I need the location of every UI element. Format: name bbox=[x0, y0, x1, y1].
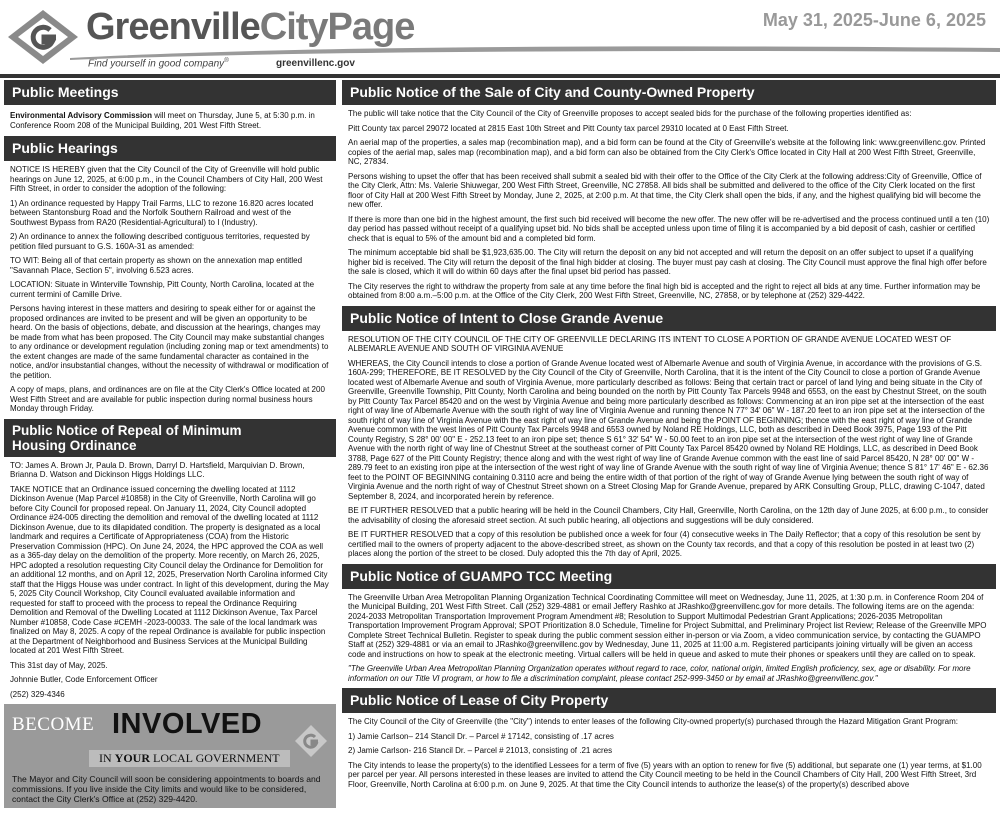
right-column bbox=[342, 78, 996, 839]
grande-heading bbox=[342, 306, 996, 331]
tagline-text: Find yourself in good company bbox=[88, 58, 225, 70]
become-text: BECOME bbox=[12, 714, 95, 735]
public-hearings-body bbox=[4, 161, 336, 419]
hearing-paragraph: TO WIT: Being all of that certain property as shown on the annexation map entitled "Savannah Place, Section 5", involving 6.523 acres. bbox=[10, 256, 303, 275]
local-your: YOUR bbox=[114, 751, 151, 765]
left-column bbox=[4, 78, 336, 839]
brand-city: CityPage bbox=[259, 6, 415, 48]
grande-paragraph: BE IT FURTHER RESOLVED that a copy of this resolution be published once a week for four (4) consecutive weeks in The Daily Reflector; that a copy of this resolution be sent by certified mail to the owners of property adjacent to the above-described street, as shown on the County tax records, and that a copy of this resolution be posted in at least two (2) places along the portion of the street to be closed. Duly adopted this the 7th day of April, 2025. bbox=[348, 530, 981, 558]
hearing-paragraph: A copy of maps, plans, and ordinances are on file at the City Clerk's Office located at 200 West Fifth Street and are available for public inspection during normal business hours Monday through Friday. bbox=[10, 385, 325, 413]
hearing-paragraph: 2) An ordinance to annex the following described contiguous territories, requested by petition filed pursuant to G.S. 160A-31 as amended: bbox=[10, 232, 310, 251]
date-range: May 31, 2025-June 6, 2025 bbox=[762, 10, 986, 30]
sale-paragraph: Pitt County tax parcel 29072 located at 2815 East 10th Street and Pitt County tax parcel 29310 located at 0 East Fifth Street. bbox=[348, 123, 789, 133]
tagline bbox=[88, 58, 229, 69]
sale-heading bbox=[342, 80, 996, 105]
guampo-heading bbox=[342, 564, 996, 589]
repeal-paragraph: This 31st day of May, 2025. bbox=[10, 660, 108, 670]
become-involved-banner bbox=[4, 704, 336, 808]
repeal-heading bbox=[4, 419, 336, 457]
local-government-text bbox=[89, 750, 290, 767]
brand-main: Greenville bbox=[86, 6, 260, 48]
repeal-paragraph: TAKE NOTICE that an Ordinance issued concerning the dwelling located at 1112 Dickinson Avenue (Map Parcel #10858) in the City of Greenville, North Carolina will go before City Council for proposed repeal. On January 11, 2024, City Council adopted Ordinance #24-005 directing the demolition and removal of the dwelling located at 1112 Dickinson Avenue, due to its dilapidated condition. The property is designated as a local landmark and requires a Certificate of Appropriateness (COA) from the Historic Preservation Commission (HPC). On June 24, 2024, the HPC approved the COA as well as a 365-day delay on the demolition of the property. More recently, on March 26, 2025, HPC adopted a resolution requesting City Council delay the Ordinance for Demolition for an additional 12 months, and on April 12, 2025, Preservation North Carolina informed City staff that the Higgs House was under contract. In light of this development, during the May 5, 2025 City Council Workshop, City Council evaluated available information and requested for staff to proceed with the process to repeal the Ordinance Requiring Demolition and Removal of the Dwelling Located at 1112 Dickinson Avenue, Tax Parcel Number #10858, Code Case #CEMH -2023-00033. The sale of the local landmark was finalized on May 8, 2025. A copy of the repeal Ordinance is available for public inspection at the Department of Neighborhood and Business Services at the Municipal Building located at 201 West Fifth Street. bbox=[10, 484, 329, 655]
grande-paragraph: RESOLUTION OF THE CITY COUNCIL OF THE CITY OF GREENVILLE DECLARING ITS INTENT TO CLOSE A PORTION OF GRANDE AVENUE LOCATED WEST OF ALBEMARLE AVENUE AND SOUTH OF VIRGINIA AVENUE bbox=[348, 334, 952, 353]
sale-body bbox=[342, 105, 996, 306]
grande-title: Public Notice of Intent to Close Grande Avenue bbox=[350, 309, 664, 326]
sale-paragraph: The minimum acceptable bid shall be $1,923,635.00. The City will return the deposit on any bid not accepted and will return the deposit on an offer subject to upset if a qualifying higher bid is received. The City will return the deposit of the final high bidder at closing. The buyer must pay cash at closing. The City Council must approve the final high offer before the sale is closed, which it will do within 60 days after the final upset bid period has passed. bbox=[348, 248, 987, 276]
hearing-paragraph: 1) An ordinance requested by Happy Trail Farms, LLC to rezone 16.820 acres located between Stantonsburg Road and the Norfolk Southern Railroad and west of the Southwest Bypass from RA20 (Residential-Agricultural) to I (Industry). bbox=[10, 198, 314, 227]
meeting-commission-name: Environmental Advisory Commission bbox=[10, 111, 152, 120]
meeting-details: will meet on Thursday, June 5, at 5:30 p.m. in Conference Room 208 of the Municipal Building, 201 West Fifth Street. bbox=[10, 111, 315, 130]
sale-title: Public Notice of the Sale of City and County-Owned Property bbox=[350, 84, 755, 100]
lease-item: 1) Jamie Carlson– 214 Stancil Dr. – Parcel # 17142, consisting of .17 acres bbox=[348, 731, 614, 741]
public-meetings-heading bbox=[4, 80, 336, 105]
guampo-disclaimer: "The Greenville Urban Area Metropolitan Planning Organization operates without regard to race, color, national origin, limited English proficiency, sex, age or disability. For more information on our Title VI program, or how to file a discrimination complaint, please contact 252-999-3450 or by email at JRashko@greenvillenc.gov." bbox=[348, 664, 971, 683]
repeal-body bbox=[4, 457, 336, 705]
guampo-title: Public Notice of GUAMPO TCC Meeting bbox=[350, 567, 613, 584]
sale-paragraph: The City reserves the right to withdraw the property from sale at any time before the final high bid is accepted and the right to reject all bids at any time. Further information may be obtained from 8:00 a.m.–5:00 p.m. at the Office of the City Clerk, 200 West Fifth Street, Greenville, NC, 27858, or by telephone at (252) 329-4422. bbox=[348, 281, 981, 300]
lease-paragraph: The City Council of the City of Greenville (the "City") intends to enter leases of the following City-owned property(s) purchased through the Hazard Mitigation Grant Program: bbox=[348, 717, 958, 726]
lease-body bbox=[342, 713, 996, 797]
lease-item: 2) Jamie Carlson- 216 Stancil Dr. – Parcel # 21013, consisting of .21 acres bbox=[348, 746, 613, 755]
city-logo-small-icon bbox=[294, 724, 328, 758]
repeal-title-line1: Public Notice of Repeal of Minimum bbox=[12, 422, 242, 438]
lease-paragraph: The City intends to lease the property(s) to the identified Lessees for a term of five (5) years with an option to renew for five (5) additional, but separate one (1) year terms, at $1.00 per parcel per year. All persons interested in these leases are invited to attend the City Council meeting to be held in the Council Chambers of City Hall, 200 West Fifth Street, 3rd Floor, Greenville, North Carolina at 6:00 p.m. on June 9, 2025. At that time the City Council intends to authorize the lease(s) of the property(s) described above bbox=[348, 760, 982, 789]
hearing-paragraph: Persons having interest in these matters and desiring to speak either for or against the proposed ordinances are invited to be present and will be given an opportunity to be heard. On the basis of objections, debate, and discussion at the hearings, changes may be made from what has been proposed. The City Council may make substantial changes to any ordinance or development regulation (including zoning map or text amendments) to the extent changes are made of the same fundamental character as contained in the notice, and/or insubstantial changes, without the necessity of withdrawal or modification of the petition. bbox=[10, 304, 329, 380]
city-logo-icon bbox=[6, 8, 80, 66]
brand-title bbox=[86, 6, 414, 49]
grande-paragraph: WHEREAS, the City Council intends to close a portion of Grande Avenue located west of Albemarle Avenue and south of Virginia Avenue, in accordance with the provisions of G.S. 160A-299; THEREFORE, BE IT RESOLVED by the City Council of the City of Greenville, North Carolina, that it is the intent of the City Council to close a portion of Grande Avenue located west of Albemarle Avenue and south of Virginia Avenue, more particularly described as follows: Being that certain tract or parcel of land lying and being situate in the City of Greenville, Greenville Township, Pitt County, North Carolina and being bounded on the north by Pitt County Tax Parcels 9948 and 6553, on the east by Chestnut Street, on the south by Pitt County Tax Parcel 85420 and on the west by Virginia Avenue and being more particularly described as follows: Commencing at an iron pipe set at the intersection of the east right of way line of Albemarle Avenue with the south right of way line of Virginia Avenue and running thence N 77° 34' 06" W - 187.20 feet to an iron pipe set at the intersection of the south right of way line of Virginia Avenue with the east right of way line of Grande Avenue and being the POINT OF BEGINNING; thence with the east right of way line of Grande Avenue common with the west lines of Pitt County Tax Parcels 9948 and 6553 owned by Noland RE Holdings, LLC, both as described in Deed Book 3975, Page 193 of the Pitt County Registry, S 28° 00' 00" E - 252.13 feet to an iron pipe set; thence S 61° 32' 54" W - 50.00 feet to an iron pipe set at the intersection of the west right of way line of Grande Avenue with the north right of way line of Chestnut Street at the southeast corner of Pitt County Tax Parcel 85420 owned by Noland RE Holdings, LLC, as described in Deed Book 3788, Page 627 of the Pitt County Registry; thence along and with the west right of way line of Grande Avenue common with the east line of said Parcel 85420, N 28° 00' 00" W - 289.79 feet to an existing iron pipe at the intersection of the west right of way line of Grande Avenue with the south right of way line of Virginia Avenue; thence S 81° 17' 46" E - 62.36 feet to the POINT OF BEGINNING containing 0.3110 acre and being the entire width of that portion of the right of way of Grande Avenue lying between the south right of way of Virginia Avenue and the north right of way of Chestnut Street shown on a Street Closing Map for Grande Avenue, prepared by ARK Consulting Group, PLLC, drawing C-1047, dated September 8, 2024, and incorporated herein by reference. bbox=[348, 358, 989, 501]
website-link[interactable]: greenvillenc.gov bbox=[276, 58, 355, 69]
page-header bbox=[0, 0, 1000, 78]
guampo-paragraph: The Greenville Urban Area Metropolitan Planning Organization Technical Coordinating Committee will meet on Wednesday, June 11, 2025, at 1:30 p.m. in Conference Room 204 of the Municipal Building, 201 West Fifth Street. Call (252) 329-4881 or email Jeffery Rashko at JRashko@greenvillenc.gov for more details. The following items are on the agenda: 2024-2033 Metropolitan Transportation Improvement Program Amendment #8; Resolution to Support Multimodal Pedestrian Grant Applications; 2026-2035 Metropolitan Transportation Improvement Program Approval; SPOT Prioritization 8.0 Schedule, Timeline for Project Submittal, and Preliminary Project list Review; Release of the Greenville MPO Complete Street Technical Bulletin. Register to speak during the public comment session either in-person or via Zoom, a video communication service, by contacting the GUAMPO Staff at (252) 329-4881 or via an email to JRashko@greenvillenc.gov by Wednesday, June 11, 2025 at 11:00 a.m. Registered participants joining virtually will be given an access code and instructions on how to speak at the electronic meeting. Virtual callers will be held in queue and asked to mute their phones or speakers until they are called on to speak. bbox=[348, 592, 987, 659]
public-hearings-heading bbox=[4, 136, 336, 161]
hearing-paragraph: LOCATION: Situate in Winterville Township, Pitt County, North Carolina, located at the current termini of Camille Drive. bbox=[10, 280, 315, 299]
grande-body bbox=[342, 331, 996, 564]
repeal-title-line2: Housing Ordinance bbox=[12, 437, 137, 453]
lease-heading bbox=[342, 688, 996, 713]
involved-description: The Mayor and City Council will soon be considering appointments to boards and commissions. If you live inside the City limits and would like to be considered, contact the City Clerk's Office at (252) 329-4420. bbox=[12, 774, 321, 804]
local-in: IN bbox=[99, 751, 115, 765]
public-hearings-title: Public Hearings bbox=[12, 140, 118, 156]
grande-paragraph: BE IT FURTHER RESOLVED that a public hearing will be held in the Council Chambers, City Hall, Greenville, North Carolina, on the 12th day of June 2025, at 6:00 p.m., to consider the advisability of closing the aforesaid street section. At such public hearing, all objections and suggestions will be duly considered. bbox=[348, 506, 989, 525]
involved-text: INVOLVED bbox=[112, 708, 263, 740]
local-rest: LOCAL GOVERNMENT bbox=[150, 751, 280, 765]
public-meetings-title: Public Meetings bbox=[12, 84, 119, 100]
sale-paragraph: An aerial map of the properties, a sales map (recombination map), and a bid form can be found at the City of Greenville's website at the following link: www.greenvillenc.gov. Printed copies of the aerial map, sales map (recombination map), and a bid form can also be obtained from the City Clerk's Office located in City Hall at 200 West Fifth Street, Greenville, NC, 27834. bbox=[348, 138, 986, 166]
hearing-paragraph: NOTICE IS HEREBY given that the City Council of the City of Greenville will hold public hearings on June 12, 2025, at 6:00 p.m., in the Council Chambers of City Hall, 200 West Fifth Street, in order to consider the adoption of the following: bbox=[10, 165, 323, 193]
sale-paragraph: The public will take notice that the City Council of the City of Greenville proposes to accept sealed bids for the purchase of the following properties identified as: bbox=[348, 109, 912, 118]
public-meetings-body bbox=[4, 105, 336, 136]
repeal-paragraph: (252) 329-4346 bbox=[10, 689, 65, 699]
sale-paragraph: If there is more than one bid in the highest amount, the first such bid received will become the new offer. The new offer will be re-advertised and the process continued until a ten (10) day period has passed without receipt of a qualifying upset bid. No bids shall be accepted unless upon time of filing it is accompanied by a bid deposit of cash, cashier or certified check that is equal to 5% of the amount bid and a completed bid form. bbox=[348, 214, 990, 243]
guampo-body bbox=[342, 589, 996, 689]
sale-paragraph: Persons wishing to upset the offer that has been received shall submit a sealed bid with their offer to the Office of the City Clerk at the following address:City of Greenville, Office of the City Clerk, Attn: Ms. Valerie Shiuwegar, 200 West Fifth Street, Greenville, NC 27858. All bids shall be submitted and delivered to the office of the City Clerk located on the first floor of City Hall at 200 West Fifth Street by Monday, June 2, 2025, at 2:00 p.m. At that time, the City Clerk shall open the bids, if any, and the highest qualifying bid will become the new offer. bbox=[348, 171, 982, 209]
lease-title: Public Notice of Lease of City Property bbox=[350, 692, 609, 708]
repeal-paragraph: TO: James A. Brown Jr, Paula D. Brown, Darryl D. Hartsfield, Marquivian D. Brown, Brianna D. Watson and Dickinson Higgs Holdings LLC. bbox=[10, 460, 305, 479]
tagline-mark: ® bbox=[224, 58, 229, 64]
repeal-paragraph: Johnnie Butler, Code Enforcement Officer bbox=[10, 675, 158, 684]
